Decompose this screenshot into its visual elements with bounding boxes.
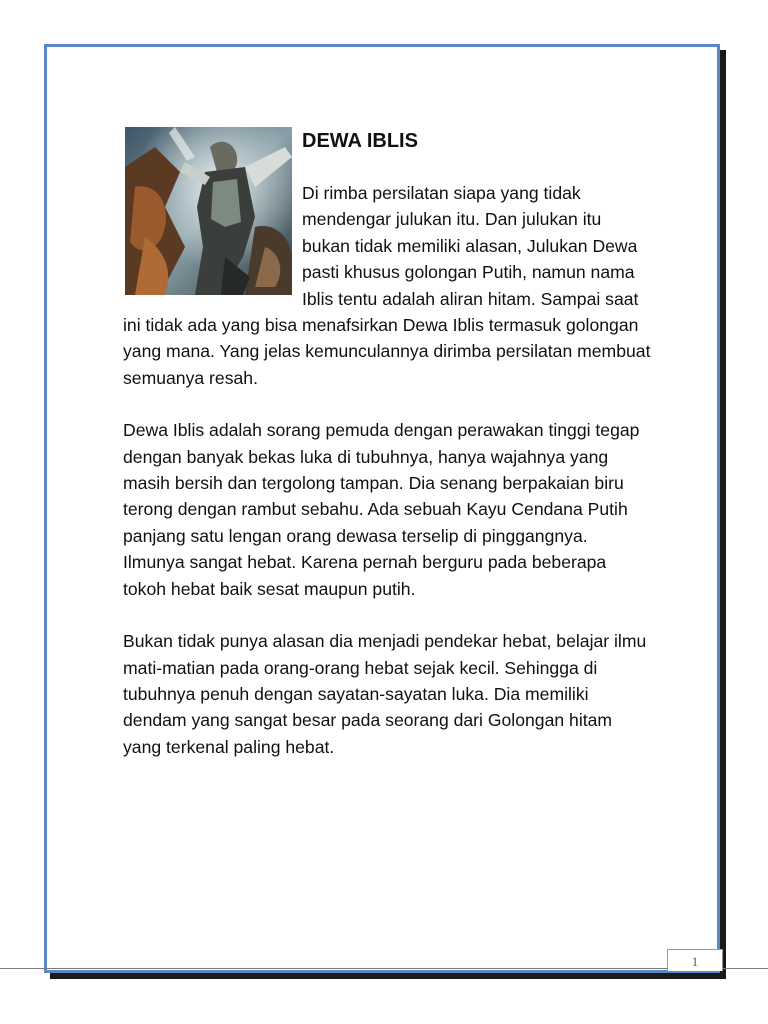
paragraph-3: Bukan tidak punya alasan dia menjadi pendekar hebat, belajar ilmu mati-matian pada orang-orang hebat sejak kecil. Sehingga di tubuhnya penuh dengan sayatan-sayatan luka. Dia memiliki dendam yang sangat besar pada seorang dari Golongan hitam yang terkenal paling hebat. xyxy=(123,631,647,757)
page-number: 1 xyxy=(667,949,723,971)
document-page xyxy=(44,44,720,973)
paragraph-2: Dewa Iblis adalah sorang pemuda dengan perawakan tinggi tegap dengan banyak bekas luka di tubuhnya, hanya wajahnya yang masih bersih dan tergolong tampan. Dia senang berpakaian biru terong dengan rambut sebahu. Ada sebuah Kayu Cendana Putih panjang satu lengan orang dewasa terselip di pinggangnya. Ilmunya sangat hebat. Karena pernah berguru pada beberapa tokoh hebat baik sesat maupun putih. xyxy=(123,420,640,599)
warrior-illustration xyxy=(125,127,292,295)
article-body xyxy=(123,124,653,786)
footer-rule xyxy=(0,968,768,969)
article-title: DEWA IBLIS xyxy=(302,130,418,152)
paragraph-1: Di rimba persilatan siapa yang tidak mendengar julukan itu. Dan julukan itu bukan tidak memiliki alasan, Julukan Dewa pasti khusus golongan Putih, namun nama Iblis tentu adalah aliran hitam. Sampai saat ini tidak ada yang bisa menafsirkan Dewa Iblis termasuk golongan yang mana. Yang jelas kemunculannya dirimba persilatan membuat semuanya resah. xyxy=(123,183,651,388)
